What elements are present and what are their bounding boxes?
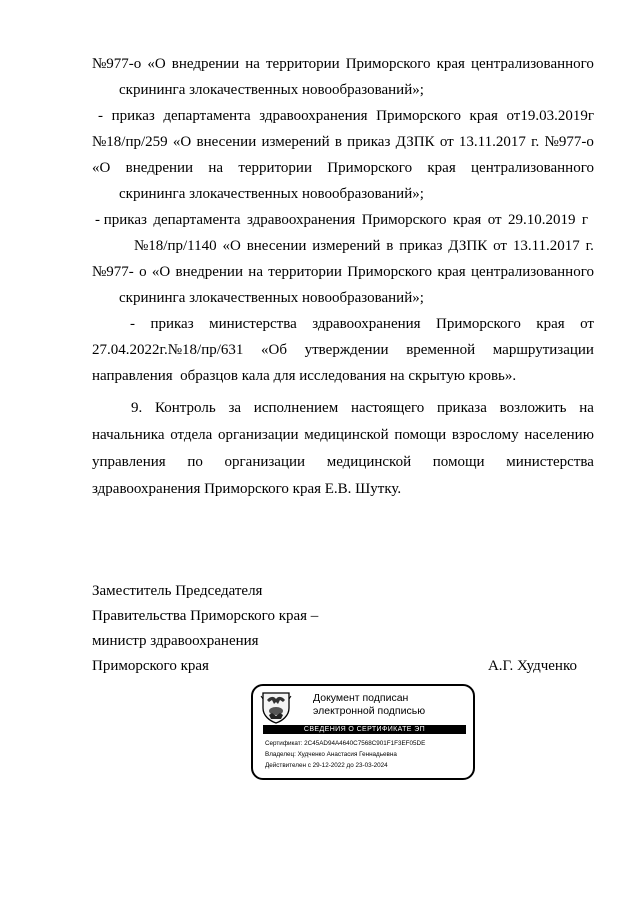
- word: Приморского: [327, 160, 413, 176]
- word: «О: [172, 134, 192, 150]
- word: приказ: [347, 134, 391, 150]
- word: края: [469, 108, 498, 124]
- word: края: [536, 316, 565, 332]
- word: края: [436, 56, 465, 72]
- word: №18/пр/259: [92, 134, 168, 150]
- word: территории: [238, 160, 312, 176]
- word: внесении: [246, 238, 307, 254]
- word: от: [493, 238, 507, 254]
- word: измерений: [261, 134, 330, 150]
- word: населению: [524, 427, 594, 443]
- word: 29.10.2019: [507, 212, 576, 228]
- word: взрослому: [451, 427, 519, 443]
- stamp-subtitle: электронной подписью: [313, 705, 426, 717]
- word: помощи: [432, 454, 485, 470]
- text-line: [92, 426, 594, 444]
- certificate-owner: Владелец: Худченко Анастасия Геннадьевна: [265, 751, 397, 758]
- word: от19.03.2019г: [506, 108, 594, 124]
- word: 13.11.2017: [512, 238, 580, 254]
- certificate-serial: Сертификат: 2C45AD94A4640C7568C901F1F3EF05DE: [265, 740, 426, 747]
- word: приказ: [399, 238, 443, 254]
- certificate-info-banner: СВЕДЕНИЯ О СЕРТИФИКАТЕ ЭП: [263, 725, 466, 734]
- text-line: [92, 133, 594, 151]
- word: ДЗПК: [395, 134, 435, 150]
- text-line: [92, 453, 594, 471]
- word: организации: [218, 427, 299, 443]
- text-line: [131, 399, 594, 417]
- word: края: [427, 160, 456, 176]
- word: территории: [268, 264, 342, 280]
- word: помощи: [394, 427, 447, 443]
- word: на: [245, 56, 260, 72]
- word: - приказ: [95, 212, 147, 228]
- word: департамента: [153, 212, 241, 228]
- word: от: [580, 316, 594, 332]
- word: «Об: [261, 342, 287, 358]
- signatory-name: А.Г. Худченко: [487, 658, 577, 674]
- signatory-position-line: Приморского края: [92, 658, 209, 674]
- text-line: скрининга злокачественных новообразований»;: [119, 82, 424, 98]
- word: медицинской: [304, 427, 389, 443]
- word: организации: [224, 454, 306, 470]
- word: маршрутизации: [492, 342, 594, 358]
- word: на: [579, 400, 594, 416]
- signatory-position-line: Заместитель Председателя: [92, 583, 263, 599]
- text-line: [92, 55, 594, 73]
- word: в: [386, 238, 394, 254]
- word: здравоохранения: [312, 316, 421, 332]
- word: по: [187, 454, 203, 470]
- text-line: [92, 263, 594, 281]
- text-line: [134, 237, 594, 255]
- word: г.: [585, 238, 594, 254]
- word: управления: [92, 454, 166, 470]
- word: приказ: [150, 316, 194, 332]
- text-line: [92, 159, 594, 177]
- word: -: [130, 316, 135, 332]
- word: о: [139, 264, 147, 280]
- word: №18/пр/1140: [134, 238, 217, 254]
- word: ДЗПК: [448, 238, 488, 254]
- signatory-position-line: министр здравоохранения: [92, 633, 259, 649]
- word: настоящего: [350, 400, 425, 416]
- word: здравоохранения: [259, 108, 368, 124]
- word: от: [487, 212, 502, 228]
- word: края: [437, 264, 466, 280]
- text-line: направления образцов кала для исследования на скрытую кровь».: [92, 368, 517, 384]
- word: за: [228, 400, 242, 416]
- word: министерства: [209, 316, 297, 332]
- word: Приморского: [436, 316, 521, 332]
- word: г.: [531, 134, 540, 150]
- word: медицинской: [326, 454, 412, 470]
- word: временной: [406, 342, 476, 358]
- text-line: [130, 315, 594, 333]
- word: -: [98, 108, 103, 124]
- word: измерений: [312, 238, 381, 254]
- word: внесении: [196, 134, 257, 150]
- word: централизованного: [470, 56, 594, 72]
- word: от: [439, 134, 454, 150]
- word: утверждении: [304, 342, 389, 358]
- word: централизованного: [471, 160, 594, 176]
- signatory-position-line: Правительства Приморского края –: [92, 608, 319, 624]
- word: отдела: [170, 427, 213, 443]
- word: №977-о: [544, 134, 594, 150]
- stamp-title: Документ подписан: [313, 692, 409, 704]
- coat-of-arms-icon: [260, 690, 292, 724]
- word: «О: [92, 160, 111, 176]
- word: внедрении: [175, 264, 243, 280]
- word: №977-о: [92, 56, 142, 72]
- word: внедрении: [125, 160, 194, 176]
- word: приказа: [437, 400, 487, 416]
- text-line: здравоохранения Приморского края Е.В. Шутку.: [92, 481, 402, 497]
- word: «О: [222, 238, 241, 254]
- electronic-signature-stamp: [251, 684, 475, 780]
- certificate-validity: Действителен с 29-12-2022 до 23-03-2024: [265, 762, 388, 769]
- word: внедрении: [171, 56, 240, 72]
- word: Приморского: [347, 264, 433, 280]
- word: возложить: [499, 400, 567, 416]
- word: Приморского: [376, 108, 461, 124]
- text-line: [95, 211, 588, 229]
- word: «О: [147, 56, 166, 72]
- word: на: [208, 160, 224, 176]
- word: 9.: [131, 400, 143, 416]
- word: «О: [151, 264, 171, 280]
- word: министерства: [506, 454, 594, 470]
- word: 13.11.2017: [458, 134, 526, 150]
- word: Приморского: [345, 56, 431, 72]
- text-line: скрининга злокачественных новообразований»;: [119, 290, 424, 306]
- word: на: [248, 264, 263, 280]
- word: края: [452, 212, 482, 228]
- word: Контроль: [155, 400, 216, 416]
- word: централизованного: [471, 264, 594, 280]
- text-line: [92, 341, 594, 359]
- word: территории: [265, 56, 340, 72]
- word: Приморского: [361, 212, 447, 228]
- word: в: [334, 134, 342, 150]
- word: 27.04.2022г.№18/пр/631: [92, 342, 244, 358]
- word: приказ: [111, 108, 155, 124]
- word: здравоохранения: [246, 212, 356, 228]
- text-line: [98, 107, 594, 125]
- word: г: [581, 212, 588, 228]
- text-line: скрининга злокачественных новообразований»;: [119, 186, 424, 202]
- word: №977-: [92, 264, 134, 280]
- word: начальника: [92, 427, 165, 443]
- word: департамента: [163, 108, 251, 124]
- word: исполнением: [253, 400, 339, 416]
